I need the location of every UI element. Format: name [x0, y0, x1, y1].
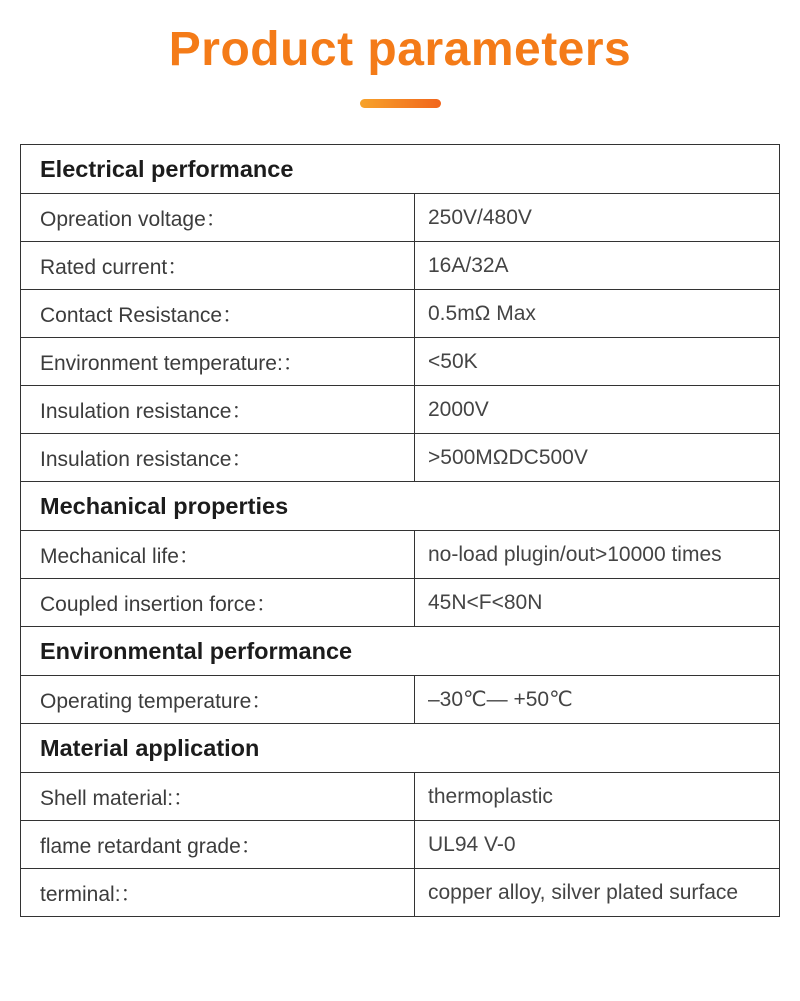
table-row: [21, 579, 780, 627]
parameter-label: Shell material:：: [21, 773, 415, 821]
parameter-label: Opreation voltage：: [21, 194, 415, 242]
parameter-value: no-load plugin/out>10000 times: [415, 531, 780, 579]
parameter-value: –30℃— +50℃: [415, 676, 780, 724]
page-title: Product parameters: [168, 23, 632, 76]
section-heading: Electrical performance: [21, 145, 780, 194]
table-row: [21, 338, 780, 386]
table-row: [21, 242, 780, 290]
parameter-label: Insulation resistance：: [21, 386, 415, 434]
table-row: [21, 531, 780, 579]
section-header-row: [21, 482, 780, 531]
parameter-value: <50K: [415, 338, 780, 386]
table-row: [21, 676, 780, 724]
table-row: [21, 434, 780, 482]
parameter-value: UL94 V-0: [415, 821, 780, 869]
table-row: [21, 773, 780, 821]
title-underline: [360, 99, 441, 108]
parameter-value: thermoplastic: [415, 773, 780, 821]
parameter-label: Mechanical life：: [21, 531, 415, 579]
parameter-value: 0.5mΩ Max: [415, 290, 780, 338]
table-row: [21, 821, 780, 869]
parameter-value: 250V/480V: [415, 194, 780, 242]
parameter-label: flame retardant grade：: [21, 821, 415, 869]
parameter-value: 2000V: [415, 386, 780, 434]
table-row: [21, 290, 780, 338]
section-header-row: [21, 724, 780, 773]
parameter-label: terminal:：: [21, 869, 415, 917]
parameter-label: Contact Resistance：: [21, 290, 415, 338]
section-heading: Material application: [21, 724, 780, 773]
parameter-value: 45N<F<80N: [415, 579, 780, 627]
parameter-value: 16A/32A: [415, 242, 780, 290]
parameter-label: Environment temperature:：: [21, 338, 415, 386]
section-header-row: [21, 627, 780, 676]
parameter-label: Coupled insertion force：: [21, 579, 415, 627]
section-heading: Environmental performance: [21, 627, 780, 676]
table-row: [21, 194, 780, 242]
parameter-label: Rated current：: [21, 242, 415, 290]
table-row: [21, 386, 780, 434]
parameters-table: [20, 144, 780, 917]
section-heading: Mechanical properties: [21, 482, 780, 531]
parameter-value: copper alloy, silver plated surface: [415, 869, 780, 917]
parameter-label: Insulation resistance：: [21, 434, 415, 482]
parameter-value: >500MΩDC500V: [415, 434, 780, 482]
section-header-row: [21, 145, 780, 194]
table-row: [21, 869, 780, 917]
parameter-label: Operating temperature：: [21, 676, 415, 724]
